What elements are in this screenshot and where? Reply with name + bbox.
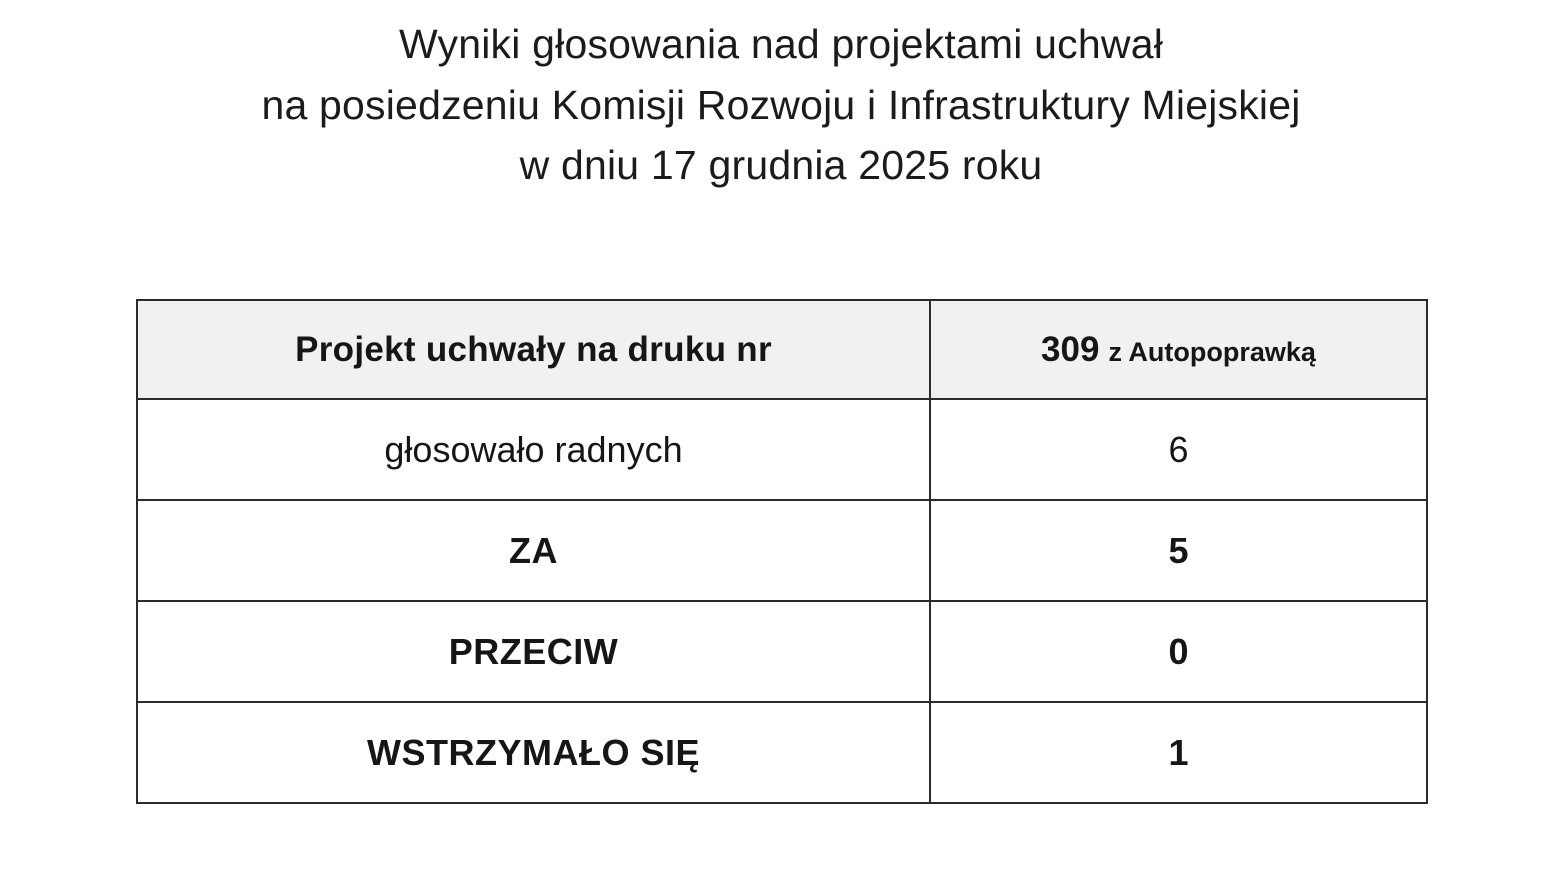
header-draft-number: 309 [1041,329,1100,369]
row-label-cell-za [137,500,930,601]
row-value-voted: 6 [1168,428,1189,470]
table-row [137,500,1427,601]
page-title [0,0,1562,196]
voting-results-table-container [136,299,1426,804]
row-value-za: 5 [1168,529,1189,571]
header-label-cell [137,300,930,399]
header-draft-suffix: z Autopoprawką [1108,336,1316,367]
title-line-3: w dniu 17 grudnia 2025 roku [519,142,1043,189]
row-label-voted: głosowało radnych [384,428,683,470]
row-value-cell-voted [930,399,1427,500]
row-value-cell-wstrzymalo [930,702,1427,803]
voting-results-table [136,299,1428,804]
table-row [137,702,1427,803]
row-value-wstrzymalo-sie: 1 [1168,731,1189,773]
row-label-cell-przeciw [137,601,930,702]
header-label-text: Projekt uchwały na druku nr [295,329,772,369]
row-label-cell-voted [137,399,930,500]
title-line-2: na posiedzeniu Komisji Rozwoju i Infrastruktury Miejskiej [261,81,1301,128]
row-label-przeciw: PRZECIW [448,630,619,672]
row-label-cell-wstrzymalo [137,702,930,803]
header-value-cell [930,300,1427,399]
row-value-cell-za [930,500,1427,601]
row-label-za: ZA [509,529,558,571]
row-label-wstrzymalo-sie: WSTRZYMAŁO SIĘ [367,731,700,773]
row-value-cell-przeciw [930,601,1427,702]
title-line-1: Wyniki głosowania nad projektami uchwał [398,21,1164,67]
table-row [137,399,1427,500]
table-row [137,601,1427,702]
table-header-row [137,300,1427,399]
row-value-przeciw: 0 [1168,630,1189,672]
